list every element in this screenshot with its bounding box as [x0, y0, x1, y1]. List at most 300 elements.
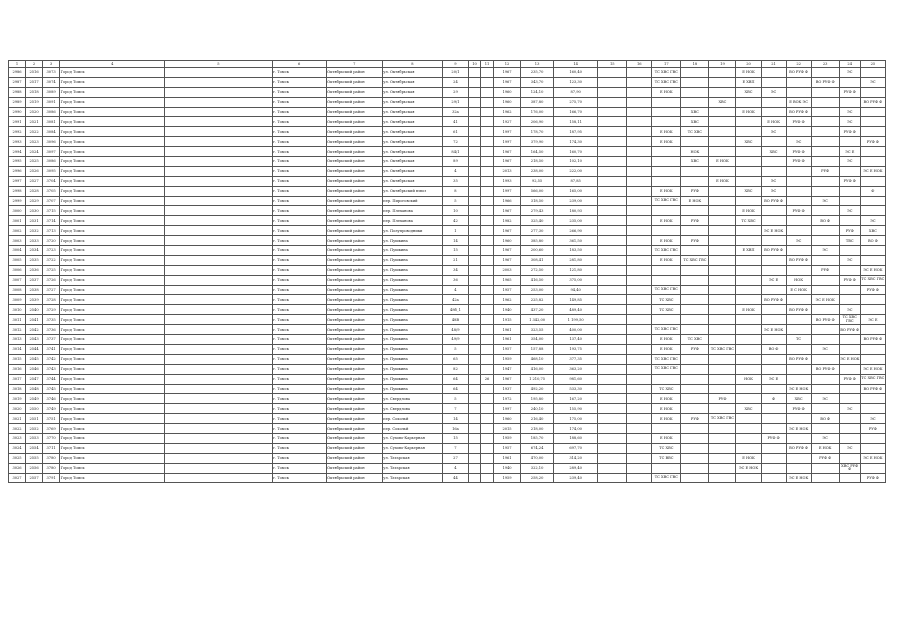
table-cell — [860, 433, 885, 443]
table-cell: 3737 — [43, 335, 60, 345]
table-cell: Октябрьский район — [326, 384, 382, 394]
table-cell — [736, 414, 761, 424]
table-cell: 1967 — [494, 206, 521, 216]
table-cell — [627, 265, 652, 275]
table-cell: 193,75 — [554, 344, 598, 354]
table-cell — [165, 255, 272, 265]
table-cell: 416,50 — [521, 275, 554, 285]
table-cell: 3000 — [9, 206, 26, 216]
table-cell: 2516 — [26, 68, 43, 78]
table-cell: 3084 — [43, 127, 60, 137]
table-cell: 87,85 — [554, 176, 598, 186]
table-cell — [839, 265, 860, 275]
table-cell: 1967 — [494, 157, 521, 167]
table-cell: Город Томск — [60, 275, 165, 285]
table-cell: РУФ — [681, 414, 709, 424]
table-cell: 222,00 — [554, 166, 598, 176]
table-cell: 35 — [442, 176, 468, 186]
table-cell: ул. Пушкина — [382, 374, 442, 384]
table-cell: Октябрьский район — [326, 246, 382, 256]
table-cell — [165, 97, 272, 107]
table-cell — [627, 246, 652, 256]
table-cell — [627, 97, 652, 107]
table-cell: г. Томск — [272, 275, 326, 285]
table-cell: Октябрьский район — [326, 255, 382, 265]
table-cell: Город Томск — [60, 433, 165, 443]
table-cell — [598, 157, 627, 167]
table-cell: Город Томск — [60, 443, 165, 453]
table-cell — [468, 374, 480, 384]
table-cell: Город Томск — [60, 344, 165, 354]
table-cell: 323,55 — [521, 325, 554, 335]
table-cell: 124,10 — [521, 87, 554, 97]
table-cell: ул. Пушкина — [382, 265, 442, 275]
table-cell: 48/9 — [442, 325, 468, 335]
table-cell — [165, 127, 272, 137]
table-cell — [811, 404, 839, 414]
table-cell: ЭС — [839, 404, 860, 414]
table-cell — [736, 176, 761, 186]
table-cell — [811, 384, 839, 394]
table-cell: ул. Пушкина — [382, 305, 442, 315]
table-cell — [468, 473, 480, 483]
table-cell: ВО РУФ Ф — [786, 255, 811, 265]
table-cell: 216,40 — [521, 414, 554, 424]
table-cell: Город Томск — [60, 315, 165, 325]
table-cell — [598, 117, 627, 127]
table-cell: 1 342,00 — [521, 315, 554, 325]
table-cell — [709, 147, 736, 157]
table-cell: ул. Сухово-Карьерная — [382, 443, 442, 453]
table-cell: Е НОК — [652, 433, 681, 443]
table-cell: 3743 — [43, 364, 60, 374]
table-cell: ЭС — [860, 216, 885, 226]
table-cell: Город Томск — [60, 414, 165, 424]
table-cell: 82 — [442, 364, 468, 374]
table-cell: 361,50 — [554, 236, 598, 246]
table-cell: 3015 — [9, 354, 26, 364]
table-cell: 24 — [442, 77, 468, 87]
table-cell: 1957 — [494, 344, 521, 354]
table-cell — [652, 117, 681, 127]
table-cell — [761, 473, 786, 483]
table-cell: ВО РУФ Ф — [761, 246, 786, 256]
table-cell — [165, 285, 272, 295]
table-cell: Город Томск — [60, 424, 165, 434]
table-cell: ул. Октябрьская — [382, 147, 442, 157]
table-cell — [165, 305, 272, 315]
table-cell — [761, 68, 786, 78]
table-row — [9, 374, 886, 384]
table-cell: РУФ — [839, 226, 860, 236]
table-cell — [480, 117, 493, 127]
table-cell: Октябрьский район — [326, 117, 382, 127]
table-cell — [468, 157, 480, 167]
table-cell — [709, 275, 736, 285]
table-cell — [165, 344, 272, 354]
table-row — [9, 87, 886, 97]
table-cell — [627, 325, 652, 335]
table-cell: 3727 — [43, 285, 60, 295]
table-cell — [811, 147, 839, 157]
table-cell: 363,20 — [554, 364, 598, 374]
table-cell: Е НОК — [736, 68, 761, 78]
table-cell: 34 — [442, 265, 468, 275]
table-cell: 206,90 — [521, 117, 554, 127]
table-cell — [480, 147, 493, 157]
table-cell — [598, 424, 627, 434]
column-number-header: 17 — [652, 61, 681, 68]
table-cell: 160,70 — [554, 147, 598, 157]
table-cell — [839, 216, 860, 226]
table-cell — [652, 176, 681, 186]
table-cell — [627, 394, 652, 404]
table-cell: ВО РУФ Ф — [786, 68, 811, 78]
table-cell: 3025 — [9, 453, 26, 463]
table-cell: 64 — [442, 384, 468, 394]
table-cell — [811, 335, 839, 345]
table-cell: 2545 — [26, 354, 43, 364]
table-cell: 2553 — [26, 433, 43, 443]
table-cell — [627, 68, 652, 78]
table-cell — [165, 424, 272, 434]
table-cell: 2533 — [26, 236, 43, 246]
table-cell — [468, 68, 480, 78]
table-cell: 379,90 — [521, 137, 554, 147]
table-cell: г. Томск — [272, 453, 326, 463]
table-cell: 1915 — [494, 315, 521, 325]
table-cell: 1993 — [494, 176, 521, 186]
table-cell — [860, 325, 885, 335]
table-cell — [480, 87, 493, 97]
table-cell: ВО РУФ Ф — [786, 354, 811, 364]
table-cell — [598, 384, 627, 394]
table-cell: 2987 — [9, 77, 26, 87]
table-cell: 26 — [480, 374, 493, 384]
table-cell: 2523 — [26, 137, 43, 147]
table-cell: 354,00 — [521, 335, 554, 345]
table-cell: 3013 — [9, 335, 26, 345]
table-cell: Город Томск — [60, 374, 165, 384]
table-cell — [598, 255, 627, 265]
table-cell — [811, 424, 839, 434]
table-cell — [627, 424, 652, 434]
table-cell: 1967 — [494, 246, 521, 256]
table-cell — [839, 246, 860, 256]
table-cell: 1962 — [494, 107, 521, 117]
table-cell — [598, 97, 627, 107]
table-cell — [165, 275, 272, 285]
table-cell — [598, 236, 627, 246]
table-cell: 2992 — [9, 127, 26, 137]
table-cell: 1959 — [494, 473, 521, 483]
table-cell: Город Томск — [60, 354, 165, 364]
table-cell: 674,24 — [521, 443, 554, 453]
table-cell: г. Томск — [272, 473, 326, 483]
table-cell: Октябрьский район — [326, 285, 382, 295]
table-cell: 166,70 — [554, 107, 598, 117]
table-cell — [860, 196, 885, 206]
table-cell: 3005 — [9, 255, 26, 265]
table-cell: г. Томск — [272, 166, 326, 176]
table-cell: 2543 — [26, 335, 43, 345]
table-cell — [480, 424, 493, 434]
table-cell — [681, 97, 709, 107]
table-row — [9, 414, 886, 424]
table-cell: ул. Октябрьская — [382, 166, 442, 176]
table-cell: 2536 — [26, 265, 43, 275]
table-cell — [811, 157, 839, 167]
column-number-header: 20 — [736, 61, 761, 68]
table-cell — [839, 295, 860, 305]
table-cell — [652, 265, 681, 275]
table-cell: Октябрьский район — [326, 374, 382, 384]
table-cell: 2548 — [26, 384, 43, 394]
table-cell — [627, 176, 652, 186]
table-cell — [709, 166, 736, 176]
column-number-header: 13 — [521, 61, 554, 68]
table-cell: г. Томск — [272, 206, 326, 216]
table-cell — [165, 166, 272, 176]
table-cell: ЭС — [839, 68, 860, 78]
table-cell — [736, 196, 761, 206]
table-cell: ЭС Е НОК — [786, 384, 811, 394]
table-cell — [786, 364, 811, 374]
table-cell: 2525 — [26, 157, 43, 167]
table-cell — [468, 147, 480, 157]
table-cell: 15 — [442, 246, 468, 256]
table-cell: ТС — [786, 335, 811, 345]
table-cell — [860, 463, 885, 473]
table-cell: 2521 — [26, 117, 43, 127]
column-number-header: 25 — [860, 61, 885, 68]
table-cell: 1962 — [494, 295, 521, 305]
table-cell: г. Томск — [272, 117, 326, 127]
table-cell — [165, 325, 272, 335]
table-cell: РУФ Ф — [786, 404, 811, 414]
table-cell: г. Томск — [272, 295, 326, 305]
table-cell: 3091 — [43, 97, 60, 107]
table-cell: г. Томск — [272, 196, 326, 206]
table-cell — [860, 176, 885, 186]
table-row — [9, 147, 886, 157]
table-cell: Е ХВП — [736, 77, 761, 87]
table-cell: ул. Октябрьская — [382, 68, 442, 78]
table-cell — [468, 166, 480, 176]
table-cell: Октябрьский район — [326, 166, 382, 176]
table-cell: 2538 — [26, 285, 43, 295]
table-cell — [761, 384, 786, 394]
table-row — [9, 344, 886, 354]
table-cell: 1972 — [494, 394, 521, 404]
table-cell — [627, 364, 652, 374]
table-cell — [480, 325, 493, 335]
table-cell: ХВС — [736, 137, 761, 147]
table-cell: 2540 — [26, 305, 43, 315]
table-cell — [652, 226, 681, 236]
table-cell: 3019 — [9, 394, 26, 404]
table-cell — [627, 305, 652, 315]
table-cell — [627, 404, 652, 414]
table-cell — [480, 275, 493, 285]
table-cell: НОК — [786, 275, 811, 285]
table-cell — [761, 216, 786, 226]
table-cell — [598, 325, 627, 335]
table-cell — [480, 344, 493, 354]
table-cell: 3024 — [9, 443, 26, 453]
table-cell: Е НОК — [652, 216, 681, 226]
table-cell — [709, 374, 736, 384]
table-cell — [786, 127, 811, 137]
table-cell — [480, 97, 493, 107]
table-cell — [786, 315, 811, 325]
table-cell: 325,40 — [521, 216, 554, 226]
table-cell — [165, 473, 272, 483]
table-cell — [786, 295, 811, 305]
table-cell: 468,10 — [521, 354, 554, 364]
table-cell — [811, 226, 839, 236]
table-cell: ЭС Е — [839, 147, 860, 157]
table-cell: ТС ХВС — [652, 295, 681, 305]
table-cell: 3007 — [9, 275, 26, 285]
table-cell: РУФ — [811, 265, 839, 275]
table-cell — [165, 246, 272, 256]
table-cell — [839, 473, 860, 483]
table-cell — [709, 315, 736, 325]
table-cell: 1997 — [494, 186, 521, 196]
table-cell: Октябрьский район — [326, 354, 382, 364]
table-cell — [627, 443, 652, 453]
table-cell — [839, 186, 860, 196]
table-cell: 84/1 — [442, 147, 468, 157]
table-cell: Е НОК — [736, 453, 761, 463]
table-cell — [598, 265, 627, 275]
table-cell: 29 — [442, 87, 468, 97]
table-cell: Е НОК — [652, 137, 681, 147]
column-number-header: 9 — [442, 61, 468, 68]
table-cell: Октябрьский район — [326, 206, 382, 216]
table-cell: 1 — [442, 226, 468, 236]
table-cell: г. Томск — [272, 68, 326, 78]
table-cell — [709, 364, 736, 374]
table-cell: ул. Свердлова — [382, 394, 442, 404]
table-cell — [468, 117, 480, 127]
table-cell: ул. Пушкина — [382, 236, 442, 246]
table-cell — [652, 315, 681, 325]
table-cell: Октябрьский район — [326, 176, 382, 186]
table-cell: 2994 — [9, 147, 26, 157]
table-cell: 160,40 — [554, 68, 598, 78]
table-cell — [709, 77, 736, 87]
table-cell: Город Томск — [60, 335, 165, 345]
table-cell: 492,20 — [521, 384, 554, 394]
table-cell — [839, 137, 860, 147]
table-cell — [165, 186, 272, 196]
table-cell — [811, 255, 839, 265]
column-number-header: 1 — [9, 61, 26, 68]
table-cell: ТС ХВС ГВС — [652, 68, 681, 78]
table-cell: г. Томск — [272, 325, 326, 335]
table-cell: 1 199,50 — [554, 315, 598, 325]
table-cell — [761, 97, 786, 107]
table-cell — [681, 394, 709, 404]
table-cell — [598, 364, 627, 374]
table-cell — [811, 87, 839, 97]
table-body — [9, 61, 886, 483]
table-cell: 3729 — [43, 305, 60, 315]
table-cell: ул. Пушкина — [382, 325, 442, 335]
table-cell: Город Томск — [60, 107, 165, 117]
table-cell: 3004 — [9, 246, 26, 256]
table-cell — [480, 157, 493, 167]
table-cell — [860, 206, 885, 216]
table-cell: 36 — [442, 275, 468, 285]
table-row — [9, 137, 886, 147]
table-cell: 289,40 — [554, 463, 598, 473]
table-cell: 3027 — [9, 473, 26, 483]
table-row — [9, 384, 886, 394]
table-row — [9, 226, 886, 236]
table-cell — [652, 157, 681, 167]
table-cell: 437,20 — [521, 305, 554, 315]
table-cell: 400,00 — [554, 325, 598, 335]
table-row — [9, 236, 886, 246]
table-cell — [468, 305, 480, 315]
table-cell: 314,20 — [554, 453, 598, 463]
table-cell: г. Томск — [272, 255, 326, 265]
table-cell — [761, 107, 786, 117]
table-cell — [786, 453, 811, 463]
table-cell: 3009 — [9, 295, 26, 305]
table-cell — [681, 226, 709, 236]
table-row — [9, 206, 886, 216]
table-cell: 1966 — [494, 196, 521, 206]
table-cell — [627, 117, 652, 127]
table-cell — [736, 325, 761, 335]
table-cell — [736, 354, 761, 364]
table-cell: Город Томск — [60, 157, 165, 167]
table-cell: 185,70 — [521, 433, 554, 443]
table-row — [9, 216, 886, 226]
table-cell: ул. Пушкина — [382, 285, 442, 295]
table-cell: Октябрьский район — [326, 216, 382, 226]
table-cell — [709, 68, 736, 78]
table-cell — [598, 404, 627, 414]
table-cell: 1940 — [494, 463, 521, 473]
table-cell: Октябрьский район — [326, 443, 382, 453]
table-cell: 180,93 — [554, 206, 598, 216]
table-cell — [165, 107, 272, 117]
table-cell: 42 — [442, 216, 468, 226]
column-number-header: 21 — [761, 61, 786, 68]
table-cell: 14 — [442, 236, 468, 246]
table-row — [9, 176, 886, 186]
table-cell — [736, 236, 761, 246]
column-number-header: 5 — [165, 61, 272, 68]
table-cell: 1967 — [494, 77, 521, 87]
table-cell: ул. Октябрьский взвоз — [382, 186, 442, 196]
table-cell: ВО РУФ Ф — [786, 305, 811, 315]
table-cell — [468, 87, 480, 97]
table-cell — [480, 255, 493, 265]
table-cell — [468, 137, 480, 147]
table-cell: 65 — [442, 354, 468, 364]
table-cell — [811, 305, 839, 315]
table-cell: Октябрьский район — [326, 394, 382, 404]
table-cell: ВО Ф — [811, 216, 839, 226]
table-cell: РУФ Ф — [860, 473, 885, 483]
table-cell: 1965 — [494, 275, 521, 285]
